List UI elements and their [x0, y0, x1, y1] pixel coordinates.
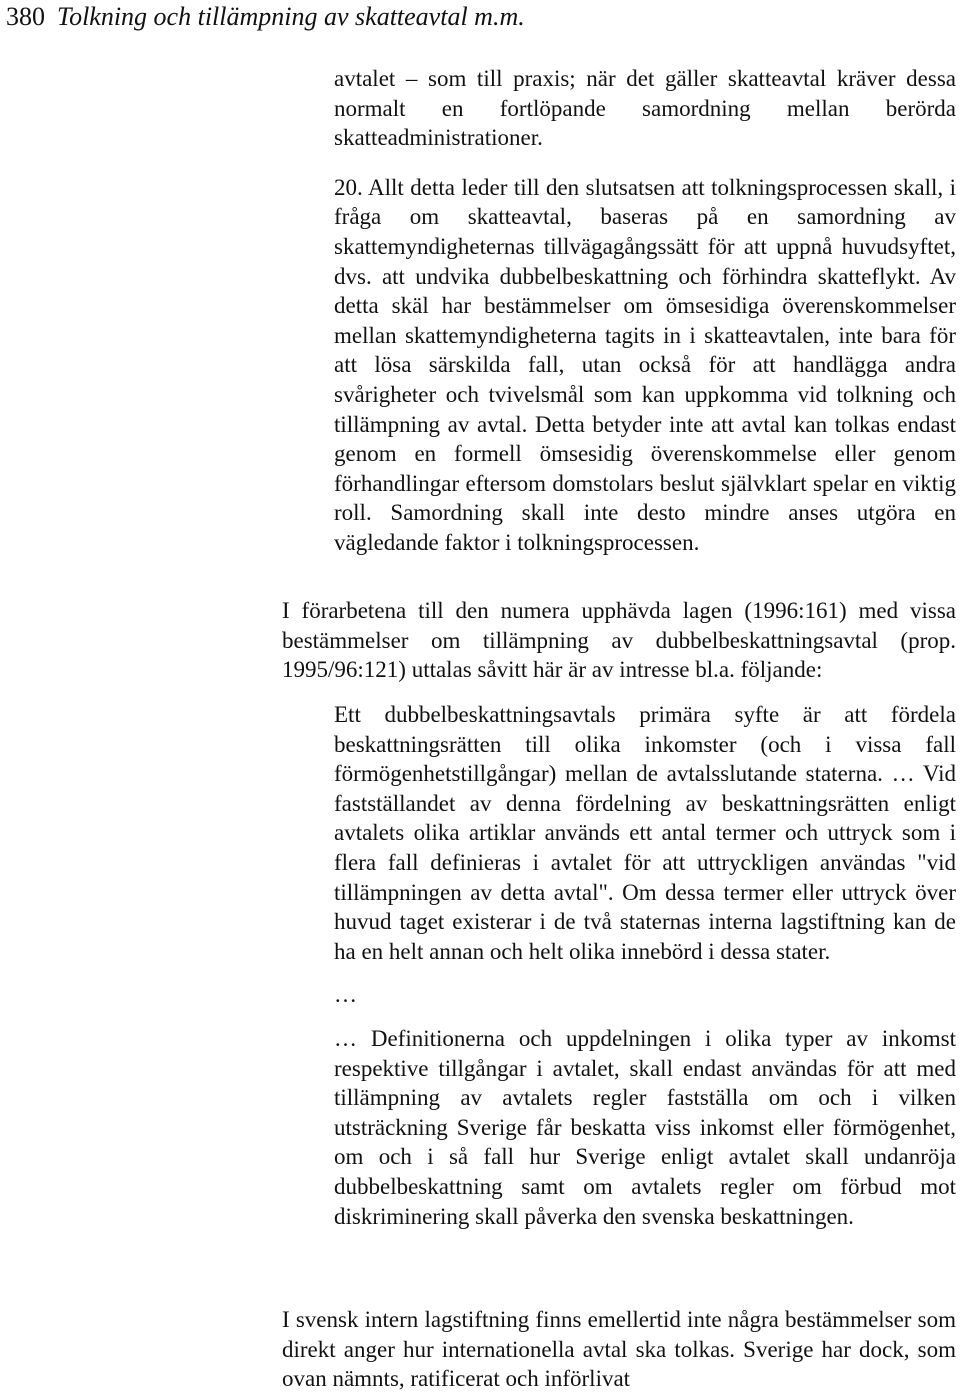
body-intro-section [282, 596, 956, 685]
quote-paragraph-2: … Definitionerna och uppdelningen i olika typer av inkomst respektive tillgångar i avtalet, skall endast användas för att med tillämpning av avtalets regler fastställa om och i vilken utsträckning Sverige får beskatta viss inkomst eller förmögenhet, om och i så fall hur Sverige enligt avtalet skall undanröja dubbelbeskattning samt om avtalets regler om förbud mot diskriminering skall påverka den svenska beskattningen. [334, 1025, 956, 1229]
running-head [6, 2, 525, 32]
list-item-continuation: avtalet – som till praxis; när det gäller skatteavtal kräver dessa normalt en fortlöpande samordning mellan berörda skatteadministrationer. [334, 66, 956, 151]
body-paragraph-closing: I svensk intern lagstiftning finns emellertid inte några bestämmelser som direkt anger hur internationella avtal ska tolkas. Sverige har dock, som ovan nämnts, ratificerat och införlivat [282, 1307, 956, 1392]
quote-ellipsis: … [334, 982, 357, 1008]
body-closing-section [282, 1305, 956, 1394]
page-number: 380 [6, 2, 45, 31]
numbered-list-section [334, 64, 956, 558]
list-item-20: 20. Allt detta leder till den slutsatsen att tolkningsprocessen skall, i fråga om skatteavtal, baseras på en samordning av skattemyndigheternas tillvägagångssätt för att uppnå huvudsyftet, dvs. att undvika dubbelbeskattning och förhindra skatteflykt. Av detta skäl har bestämmelser om ömsesidiga överenskommelser mellan skattemyndigheterna tagits in i skatteavtalen, inte bara för att lösa särskilda fall, utan också för att handlägga andra svårigheter och tvivelsmål som kan uppkomma vid tolkning och tillämpning av avtal. Detta betyder inte att avtal kan tolkas endast genom en formell ömsesidig överenskommelse eller genom förhandlingar eftersom domstolars beslut självklart spelar en viktig roll. Samordning skall inte desto mindre anses utgöra en vägledande faktor i tolkningsprocessen. [334, 174, 956, 555]
block-quote [334, 700, 956, 1231]
body-paragraph-intro: I förarbetena till den numera upphävda lagen (1996:161) med vissa bestämmelser om tillämpning av dubbelbeskattningsavtal (prop. 1995/96:121) uttalas såvitt här är av intresse bl.a. följande: [282, 598, 956, 683]
running-head-title: Tolkning och tillämpning av skatteavtal m.m. [57, 2, 525, 31]
quote-paragraph-1: Ett dubbelbeskattningsavtals primära syfte är att fördela beskattningsrätten till olika inkomster (och i vissa fall förmögenhetstillgångar) mellan de avtalsslutande staterna. … Vid fastställandet av denna fördelning av beskattningsrätten enligt avtalets olika artiklar används ett antal termer och uttryck som i flera fall definieras i avtalet för att uttryckligen användas "vid tillämpningen av detta avtal". Om dessa termer eller uttryck över huvud taget existerar i de två staternas interna lagstiftning kan de ha en helt annan och helt olika innebörd i dessa stater. [334, 702, 956, 964]
